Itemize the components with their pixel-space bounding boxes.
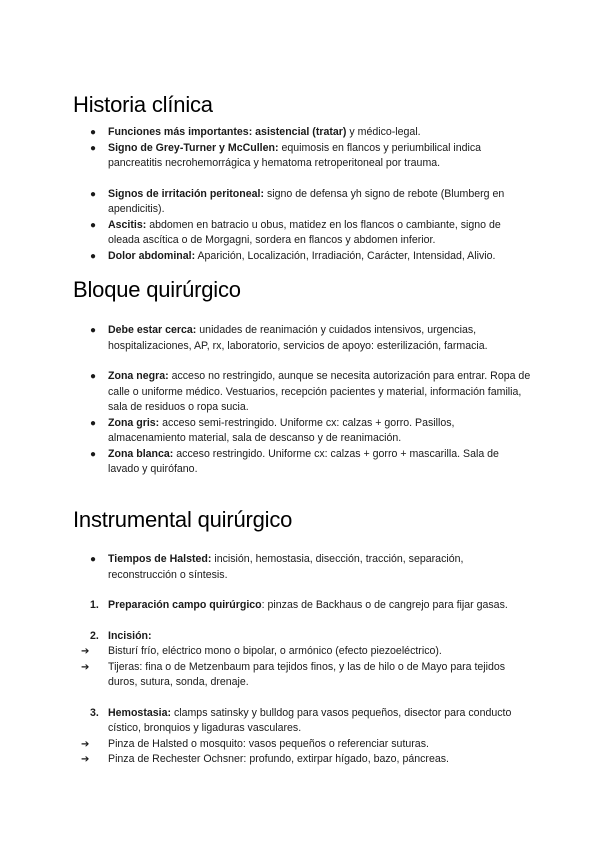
bullet-marker: ● — [90, 127, 97, 138]
list-item — [73, 416, 533, 447]
sub-item — [73, 737, 533, 753]
item-description: Bisturí frío, eléctrico mono o bipolar, o armónico (efecto piezoeléctrico). — [108, 645, 442, 657]
numbered-item — [73, 598, 533, 614]
list-item — [73, 447, 533, 478]
list-item — [73, 249, 533, 265]
item-description: signo de defensa yh signo de rebote (Blumberg en apendicitis). — [108, 187, 505, 215]
step-number: 2. — [90, 629, 99, 642]
item-term: Debe estar cerca: — [108, 324, 197, 336]
arrow-icon: ➔ — [81, 738, 90, 750]
step-number: 3. — [90, 706, 99, 719]
bullet-marker: ● — [90, 554, 97, 565]
item-term: Signos de irritación peritoneal: — [108, 187, 264, 200]
item-term: Zona negra: — [108, 370, 169, 382]
list-item — [73, 141, 533, 172]
section-heading-bloque-quirurgico: Bloque quirúrgico — [73, 277, 241, 302]
item-term: Dolor abdominal: — [108, 249, 196, 262]
arrow-icon: ➔ — [81, 754, 90, 765]
bullet-marker: ● — [90, 325, 97, 336]
item-term: Hemostasia: — [108, 706, 171, 719]
item-description: clamps satinsky y bulldog para vasos pequeños, disector para conducto cístico, bronquios y ligaduras vasculares. — [108, 706, 512, 734]
sub-item — [73, 644, 533, 660]
item-description: acceso no restringido, aunque se necesita autorización para entrar. Ropa de calle o uniforme médico. Vestuarios, recepción pacientes y material, información familia, sala de residuos o ropa sucia. — [108, 370, 531, 413]
list-item — [73, 369, 533, 416]
list-item — [73, 323, 533, 354]
list-item — [73, 125, 533, 141]
section-heading-instrumental: Instrumental quirúrgico — [73, 507, 293, 532]
list-item — [73, 218, 533, 249]
step-number: 1. — [90, 599, 99, 611]
list-item — [73, 187, 533, 218]
item-description: acceso restringido. Uniforme cx: calzas + gorro + mascarilla. Sala de lavado y quirófano. — [108, 447, 499, 475]
bullet-marker: ● — [90, 448, 97, 460]
bullet-marker: ● — [90, 188, 97, 200]
list-item — [73, 552, 533, 583]
item-term: Funciones más importantes: asistencial (tratar) — [108, 126, 347, 138]
section-heading-historia-clinica: Historia clínica — [73, 92, 213, 117]
numbered-item — [73, 706, 533, 737]
instrumental-content — [73, 552, 533, 768]
item-description: incisión, hemostasia, disección, tracción, separación, reconstrucción o síntesis. — [108, 553, 464, 581]
bullet-marker: ● — [90, 371, 97, 382]
item-description: acceso semi-restringido. Uniforme cx: calzas + gorro. Pasillos, almacenamiento material, sala de descanso y de reanimación. — [108, 416, 455, 444]
arrow-icon: ➔ — [81, 661, 90, 673]
item-term: Tiempos de Halsted: — [108, 553, 212, 565]
numbered-item — [73, 629, 533, 645]
item-description: Pinza de Halsted o mosquito: vasos pequeños o referenciar suturas. — [108, 737, 429, 750]
bullet-marker: ● — [90, 417, 97, 429]
historia-list — [73, 125, 533, 264]
item-term: Preparación campo quirúrgico — [108, 599, 262, 611]
item-description: Pinza de Rechester Ochsner: profundo, extirpar hígado, bazo, páncreas. — [108, 753, 449, 765]
item-term: Ascitis: — [108, 218, 147, 231]
item-description: equimosis en flancos y periumbilical indica pancreatitis necrohemorrágica y hematoma retroperitoneal por trauma. — [108, 141, 482, 169]
arrow-icon: ➔ — [81, 646, 90, 657]
item-description: Aparición, Localización, Irradiación, Carácter, Intensidad, Alivio. — [195, 249, 496, 262]
item-description: unidades de reanimación y cuidados intensivos, urgencias, hospitalizaciones, AP, rx, laboratorio, servicios de apoyo: esterilización, farmacia. — [108, 324, 488, 352]
sub-item — [73, 752, 533, 768]
item-term: Zona gris: — [108, 416, 160, 429]
item-term: Zona blanca: — [108, 447, 174, 460]
item-description: : pinzas de Backhaus o de cangrejo para fijar gasas. — [261, 599, 508, 611]
sub-item — [73, 660, 533, 691]
bullet-marker: ● — [90, 142, 97, 154]
bloque-list — [73, 323, 533, 478]
bullet-marker: ● — [90, 219, 97, 231]
item-term: Signo de Grey-Turner y McCullen: — [108, 141, 279, 154]
item-description: Tijeras: fina o de Metzenbaum para tejidos finos, y las de hilo o de Mayo para tejidos duros, sutura, sonda, drenaje. — [108, 660, 506, 688]
item-description: abdomen en batracio u obus, matidez en los flancos o cambiante, signo de oleada ascítica o de Morgagni, sordera en flancos y abdomen inferior. — [108, 218, 501, 246]
item-term: Incisión: — [108, 629, 152, 642]
bullet-marker: ● — [90, 250, 97, 262]
item-description: y médico-legal. — [346, 126, 421, 138]
